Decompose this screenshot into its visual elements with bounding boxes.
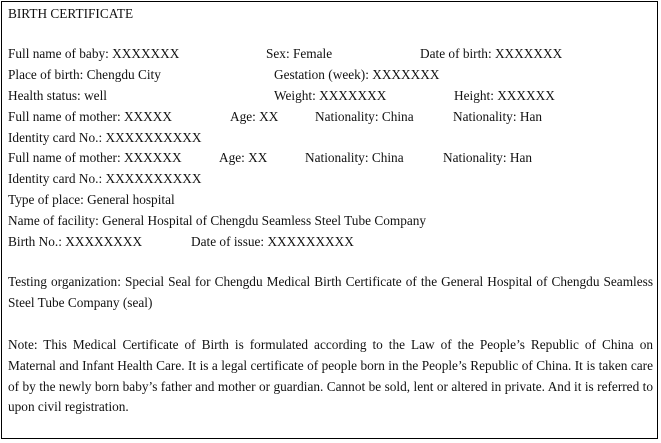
note-paragraph: Note: This Medical Certificate of Birth is formulated according to the Law of the People’s Republic of China on Maternal and Infant Health Care. It is a legal certificate of people born in the People’s Republic of China. It is taken care of by the newly born baby’s father and mother or guardian. Cannot be sold, lent or altered in private. And it is referred to upon civil registration. — [8, 337, 653, 415]
type-of-place-field: Type of place: General hospital — [8, 192, 175, 207]
facility-name-field: Name of facility: General Hospital of Chengdu Seamless Steel Tube Company — [8, 213, 427, 228]
second-mother-nationality-field: Nationality: China — [305, 150, 404, 165]
sex-field: Sex: Female — [266, 46, 333, 61]
testing-organization-paragraph: Testing organization: Special Seal for Chengdu Medical Birth Certificate of the General Hospital of Chengdu Seamless Steel Tube Company (seal) — [8, 274, 653, 310]
mother-age-field: Age: XX — [230, 109, 279, 124]
baby-name-field: Full name of baby: XXXXXXX — [8, 46, 180, 61]
health-status-field: Health status: well — [8, 88, 107, 103]
second-mother-ethnicity-field: Nationality: Han — [443, 150, 532, 165]
certificate-title: BIRTH CERTIFICATE — [8, 6, 134, 21]
date-of-birth-field: Date of birth: XXXXXXX — [420, 46, 563, 61]
weight-field: Weight: XXXXXXX — [274, 88, 387, 103]
second-mother-age-field: Age: XX — [219, 150, 268, 165]
mother-id-field: Identity card No.: XXXXXXXXXX — [8, 130, 202, 145]
gestation-field: Gestation (week): XXXXXXX — [274, 67, 440, 82]
mother-nationality-field: Nationality: China — [315, 109, 414, 124]
second-mother-id-field: Identity card No.: XXXXXXXXXX — [8, 171, 202, 186]
height-field: Height: XXXXXX — [454, 88, 555, 103]
mother-ethnicity-field: Nationality: Han — [453, 109, 542, 124]
mother-name-field: Full name of mother: XXXXX — [8, 109, 172, 124]
second-mother-name-field: Full name of mother: XXXXXX — [8, 150, 182, 165]
place-of-birth-field: Place of birth: Chengdu City — [8, 67, 161, 82]
date-of-issue-field: Date of issue: XXXXXXXXX — [191, 234, 354, 249]
birth-number-field: Birth No.: XXXXXXXX — [8, 234, 143, 249]
